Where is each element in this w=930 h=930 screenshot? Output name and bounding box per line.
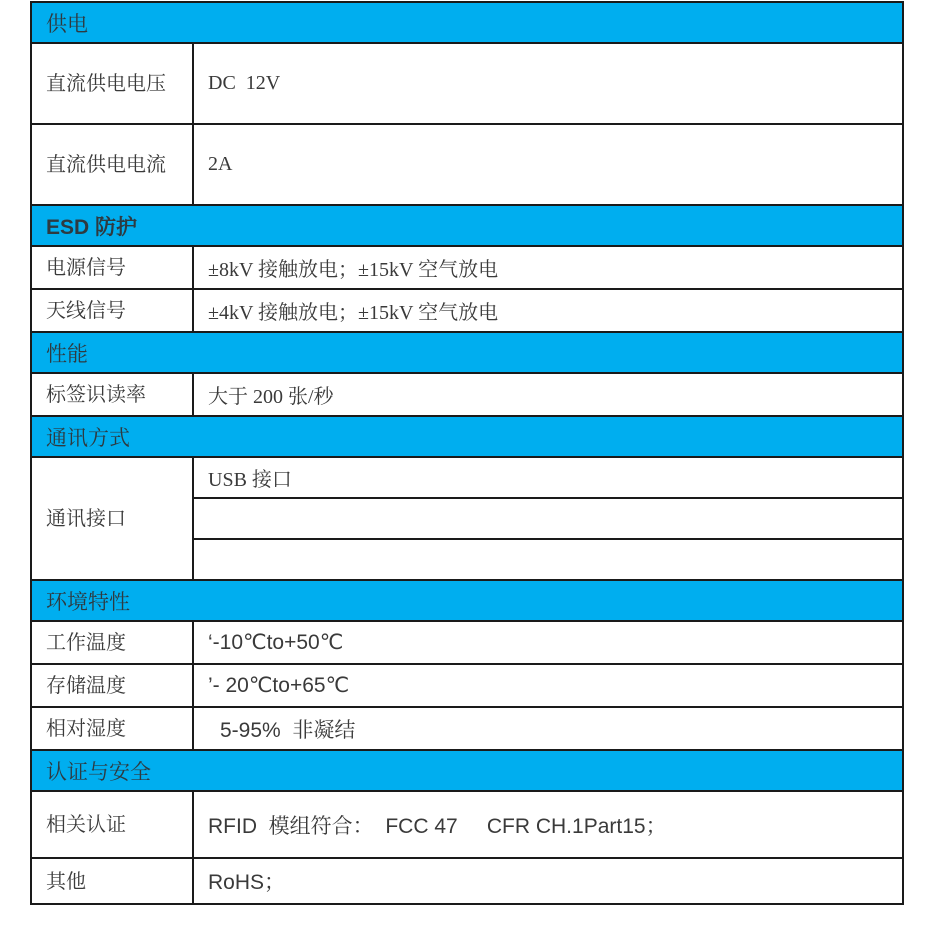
row-label: 工作温度 <box>31 621 193 664</box>
row-value: DC 12V <box>193 43 903 124</box>
row-label: 其他 <box>31 858 193 904</box>
table-row <box>31 289 903 332</box>
row-label: 天线信号 <box>31 289 193 332</box>
row-label: 电源信号 <box>31 246 193 289</box>
spec-table <box>30 1 904 905</box>
table-row <box>31 621 903 664</box>
row-value: ‘-10℃to+50℃ <box>193 621 903 664</box>
row-value: 大于 200 张/秒 <box>193 373 903 416</box>
row-value: 2A <box>193 124 903 205</box>
row-value: USB 接口 <box>193 457 903 498</box>
row-value: ±8kV 接触放电；±15kV 空气放电 <box>193 246 903 289</box>
row-value <box>193 498 903 539</box>
section-title: 通讯方式 <box>31 416 903 457</box>
row-value: RFID 模组符合： FCC 47 CFR CH.1Part15； <box>193 791 903 858</box>
row-label: 通讯接口 <box>31 457 193 580</box>
section-header-power <box>31 2 903 43</box>
row-label: 直流供电电压 <box>31 43 193 124</box>
row-value: RoHS； <box>193 858 903 904</box>
section-title: 供电 <box>31 2 903 43</box>
section-header-performance <box>31 332 903 373</box>
row-label: 存储温度 <box>31 664 193 707</box>
section-header-environment <box>31 580 903 621</box>
section-title: 环境特性 <box>31 580 903 621</box>
table-row <box>31 791 903 858</box>
table-row <box>31 246 903 289</box>
row-value <box>193 539 903 580</box>
table-row <box>31 707 903 750</box>
row-value: ±4kV 接触放电；±15kV 空气放电 <box>193 289 903 332</box>
section-title: 认证与安全 <box>31 750 903 791</box>
table-row <box>31 664 903 707</box>
section-title: 性能 <box>31 332 903 373</box>
row-label: 相关认证 <box>31 791 193 858</box>
section-header-certification <box>31 750 903 791</box>
table-row <box>31 457 903 498</box>
row-value: ’- 20℃to+65℃ <box>193 664 903 707</box>
table-row <box>31 124 903 205</box>
table-row <box>31 43 903 124</box>
table-row <box>31 858 903 904</box>
row-value: 5-95% 非凝结 <box>193 707 903 750</box>
row-label: 标签识读率 <box>31 373 193 416</box>
row-label: 相对湿度 <box>31 707 193 750</box>
section-header-communication <box>31 416 903 457</box>
section-header-esd <box>31 205 903 246</box>
section-title: ESD 防护 <box>31 205 903 246</box>
table-row <box>31 373 903 416</box>
row-label: 直流供电电流 <box>31 124 193 205</box>
